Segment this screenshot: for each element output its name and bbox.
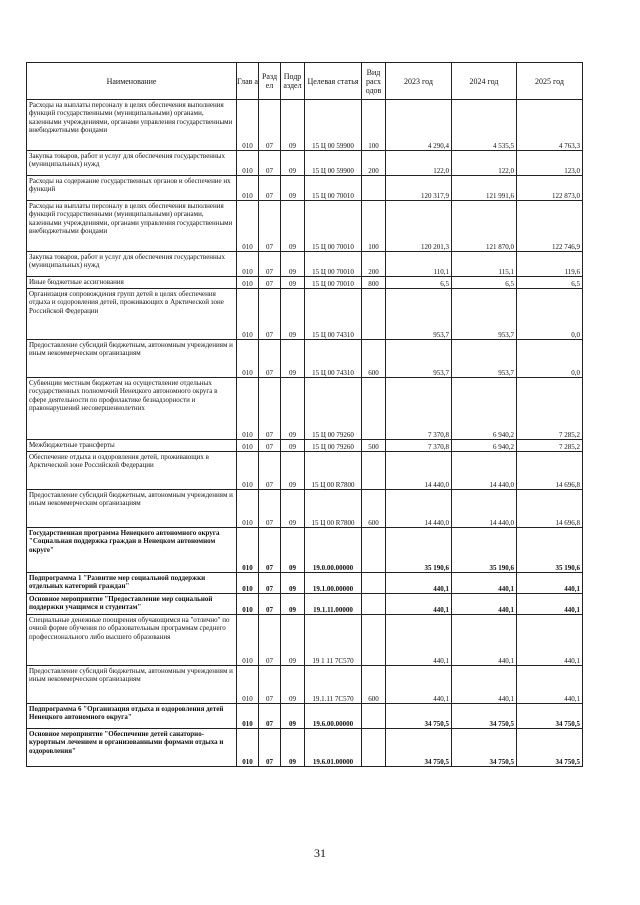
row-2023: 110,1 [386,252,452,277]
row-subsection: 09 [281,452,305,490]
row-2023: 14 440,0 [386,490,452,528]
row-2023: 440,1 [386,615,452,666]
table-row [27,615,583,666]
row-chapter: 010 [237,100,259,151]
row-chapter: 010 [237,594,259,615]
table-row [27,201,583,252]
row-subsection: 09 [281,100,305,151]
row-subsection: 09 [281,252,305,277]
row-2024: 440,1 [452,573,517,594]
row-name: Организация сопровождения групп детей в целях обеспечения отдыха и оздоровления детей, проживающих в Арктической зоне Российской Федерации [27,289,237,340]
row-2024: 440,1 [452,615,517,666]
row-target-article: 15 Ц 00 R7800 [305,452,362,490]
page-number: 31 [314,846,326,860]
row-target-article: 15 Ц 00 59900 [305,151,362,176]
table-row [27,100,583,151]
row-target-article: 15 Ц 00 59900 [305,100,362,151]
row-2024: 35 190,6 [452,528,517,573]
table-row [27,594,583,615]
row-name: Субвенции местным бюджетам на осуществление отдельных государственных полномочий Ненецкого автономного округа в сфере деятельности по профилактике безнадзорности и правонарушений несовершеннолетних [27,378,237,440]
row-section: 07 [259,594,281,615]
row-2024: 34 750,5 [452,704,517,729]
row-2025: 0,0 [517,289,583,340]
row-target-article: 19.0.00.00000 [305,528,362,573]
row-2025: 14 696,8 [517,490,583,528]
row-expense-type [362,704,386,729]
row-expense-type: 600 [362,490,386,528]
row-subsection: 09 [281,528,305,573]
table-row [27,452,583,490]
header-target-article: Целевая статья [305,63,362,100]
row-target-article: 15 Ц 00 70010 [305,201,362,252]
row-2023: 120 201,3 [386,201,452,252]
row-2025: 119,6 [517,252,583,277]
row-name: Расходы на содержание государственных органов и обеспечение их функций [27,176,237,201]
row-expense-type: 600 [362,666,386,704]
row-2023: 7 370,8 [386,378,452,440]
row-2023: 4 290,4 [386,100,452,151]
row-subsection: 09 [281,490,305,528]
table-row [27,440,583,452]
table-row [27,704,583,729]
row-subsection: 09 [281,729,305,767]
table-row [27,289,583,340]
table-row [27,151,583,176]
header-2023: 2023 год [386,63,452,100]
row-2024: 14 440,0 [452,490,517,528]
row-chapter: 010 [237,201,259,252]
row-chapter: 010 [237,490,259,528]
row-chapter: 010 [237,151,259,176]
table-row [27,666,583,704]
row-subsection: 09 [281,573,305,594]
row-section: 07 [259,201,281,252]
table-row [27,252,583,277]
row-subsection: 09 [281,176,305,201]
row-expense-type [362,176,386,201]
table-row [27,378,583,440]
row-name: Предоставление субсидий бюджетным, автономным учреждениям и иным некоммерческим организациям [27,490,237,528]
row-subsection: 09 [281,378,305,440]
row-2025: 4 763,3 [517,100,583,151]
budget-table [26,62,583,767]
row-2024: 121 991,6 [452,176,517,201]
row-name: Иные бюджетные ассигнования [27,277,237,289]
row-section: 07 [259,440,281,452]
row-2024: 6 940,2 [452,440,517,452]
row-2024: 953,7 [452,289,517,340]
row-2024: 14 440,0 [452,452,517,490]
row-expense-type [362,594,386,615]
row-2025: 123,0 [517,151,583,176]
row-2023: 34 750,5 [386,704,452,729]
row-subsection: 09 [281,151,305,176]
row-name: Предоставление субсидий бюджетным, автономным учреждениям и иным некоммерческим организациям [27,666,237,704]
row-2023: 122,0 [386,151,452,176]
row-2025: 6,5 [517,277,583,289]
row-2023: 7 370,8 [386,440,452,452]
row-target-article: 19.1.11 7С570 [305,666,362,704]
row-subsection: 09 [281,340,305,378]
row-section: 07 [259,252,281,277]
row-2025: 34 750,5 [517,704,583,729]
row-subsection: 09 [281,289,305,340]
row-expense-type [362,289,386,340]
row-name: Подпрограмма 6 "Организация отдыха и оздоровления детей Ненецкого автономного округа" [27,704,237,729]
row-subsection: 09 [281,615,305,666]
header-expense-type: Вид расх одов [362,63,386,100]
row-subsection: 09 [281,594,305,615]
row-name: Специальные денежные поощрения обучающимся на "отлично" по очной форме обучения по образовательным программам среднего профессионального либо высшего образования [27,615,237,666]
row-2023: 6,5 [386,277,452,289]
row-2025: 440,1 [517,666,583,704]
row-chapter: 010 [237,176,259,201]
row-2024: 6,5 [452,277,517,289]
row-2025: 0,0 [517,340,583,378]
row-2024: 440,1 [452,594,517,615]
header-name: Наименование [27,63,237,100]
row-2024: 4 535,5 [452,100,517,151]
row-2025: 35 190,6 [517,528,583,573]
row-target-article: 15 Ц 00 79260 [305,440,362,452]
row-name: Закупка товаров, работ и услуг для обеспечения государственных (муниципальных) нужд [27,151,237,176]
header-section: Разд ел [259,63,281,100]
row-2024: 122,0 [452,151,517,176]
row-subsection: 09 [281,201,305,252]
row-2024: 953,7 [452,340,517,378]
row-2023: 953,7 [386,289,452,340]
table-row [27,277,583,289]
row-expense-type: 100 [362,201,386,252]
row-section: 07 [259,176,281,201]
row-chapter: 010 [237,440,259,452]
header-2024: 2024 год [452,63,517,100]
row-name: Основное мероприятие "Предоставление мер социальной поддержки учащимся и студентам" [27,594,237,615]
row-section: 07 [259,573,281,594]
row-name: Расходы на выплаты персоналу в целях обеспечения выполнения функций государственными (муниципальными) органами, казенными учреждениями, органами управления государственными внебюджетными фондами [27,100,237,151]
row-chapter: 010 [237,615,259,666]
row-2023: 120 317,9 [386,176,452,201]
row-2025: 122 746,9 [517,201,583,252]
row-section: 07 [259,666,281,704]
row-section: 07 [259,490,281,528]
row-section: 07 [259,100,281,151]
table-row [27,490,583,528]
row-2023: 440,1 [386,666,452,704]
row-section: 07 [259,704,281,729]
row-2024: 115,1 [452,252,517,277]
row-chapter: 010 [237,704,259,729]
row-2023: 440,1 [386,594,452,615]
row-expense-type [362,729,386,767]
row-subsection: 09 [281,704,305,729]
table-row [27,528,583,573]
row-2025: 34 750,5 [517,729,583,767]
row-2025: 440,1 [517,594,583,615]
row-2023: 440,1 [386,573,452,594]
row-name: Обеспечение отдыха и оздоровления детей, проживающих в Арктической зоне Российской Федерации [27,452,237,490]
row-2023: 34 750,5 [386,729,452,767]
row-name: Основное мероприятие "Обеспечение детей санаторно-курортным лечением и организованными формами отдыха и оздоровления" [27,729,237,767]
row-chapter: 010 [237,666,259,704]
row-2024: 121 870,0 [452,201,517,252]
header-row [27,63,583,100]
row-2024: 34 750,5 [452,729,517,767]
header-2025: 2025 год [517,63,583,100]
row-subsection: 09 [281,440,305,452]
row-section: 07 [259,151,281,176]
row-chapter: 010 [237,277,259,289]
row-target-article: 15 Ц 00 79260 [305,378,362,440]
row-expense-type: 800 [362,277,386,289]
row-target-article: 15 Ц 00 70010 [305,252,362,277]
row-section: 07 [259,452,281,490]
row-chapter: 010 [237,252,259,277]
row-subsection: 09 [281,277,305,289]
row-2025: 440,1 [517,573,583,594]
row-chapter: 010 [237,378,259,440]
row-chapter: 010 [237,289,259,340]
row-target-article: 19 1 11 7С570 [305,615,362,666]
row-target-article: 15 Ц 00 74310 [305,340,362,378]
row-chapter: 010 [237,452,259,490]
row-target-article: 19.6.01.00000 [305,729,362,767]
row-name: Предоставление субсидий бюджетным, автономным учреждениям и иным некоммерческим организациям [27,340,237,378]
row-2023: 14 440,0 [386,452,452,490]
row-2024: 6 940,2 [452,378,517,440]
row-subsection: 09 [281,666,305,704]
row-section: 07 [259,289,281,340]
header-subsection: Подр аздел [281,63,305,100]
row-expense-type [362,378,386,440]
row-2025: 440,1 [517,615,583,666]
row-2023: 953,7 [386,340,452,378]
row-expense-type: 200 [362,252,386,277]
row-expense-type: 100 [362,100,386,151]
table-row [27,176,583,201]
row-chapter: 010 [237,573,259,594]
table-row [27,573,583,594]
row-expense-type [362,573,386,594]
row-target-article: 15 Ц 00 74310 [305,289,362,340]
row-section: 07 [259,615,281,666]
row-section: 07 [259,340,281,378]
row-2024: 440,1 [452,666,517,704]
row-section: 07 [259,729,281,767]
row-section: 07 [259,277,281,289]
row-name: Расходы на выплаты персоналу в целях обеспечения выполнения функций государственными (муниципальными) органами, казенными учреждениями, органами управления государственными внебюджетными фондами [27,201,237,252]
row-section: 07 [259,528,281,573]
row-target-article: 19.1.00.00000 [305,573,362,594]
header-chapter: Глав а [237,63,259,100]
table-row [27,729,583,767]
row-2025: 7 285,2 [517,440,583,452]
row-expense-type [362,452,386,490]
row-chapter: 010 [237,729,259,767]
row-expense-type: 200 [362,151,386,176]
row-target-article: 15 Ц 00 R7800 [305,490,362,528]
row-name: Государственная программа Ненецкого автономного округа "Социальная поддержка граждан в Ненецком автономном округе" [27,528,237,573]
row-section: 07 [259,378,281,440]
row-expense-type [362,615,386,666]
row-name: Закупка товаров, работ и услуг для обеспечения государственных (муниципальных) нужд [27,252,237,277]
row-target-article: 15 Ц 00 70010 [305,176,362,201]
row-target-article: 19.6.00.00000 [305,704,362,729]
table-row [27,340,583,378]
row-2025: 14 696,8 [517,452,583,490]
row-target-article: 19.1.11.00000 [305,594,362,615]
row-chapter: 010 [237,528,259,573]
row-target-article: 15 Ц 00 70010 [305,277,362,289]
row-name: Межбюджетные трансферты [27,440,237,452]
row-2023: 35 190,6 [386,528,452,573]
row-chapter: 010 [237,340,259,378]
row-expense-type: 500 [362,440,386,452]
row-expense-type: 600 [362,340,386,378]
row-expense-type [362,528,386,573]
row-2025: 7 285,2 [517,378,583,440]
row-2025: 122 873,0 [517,176,583,201]
row-name: Подпрограмма 1 "Развитие мер социальной поддержки отдельных категорий граждан" [27,573,237,594]
